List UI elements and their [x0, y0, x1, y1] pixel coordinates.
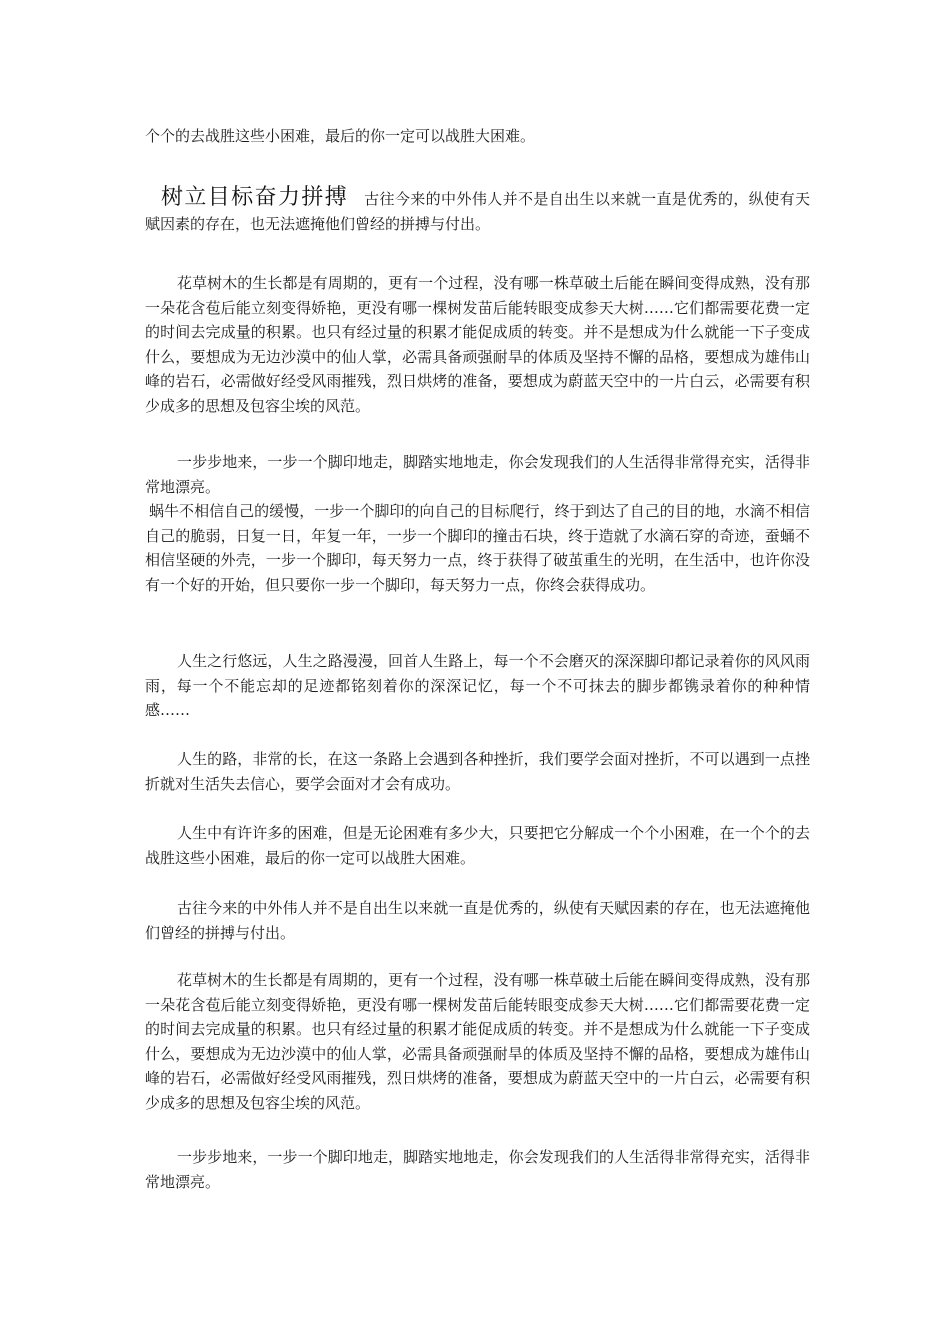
paragraph-text: 个个的去战胜这些小困难，最后的你一定可以战胜大困难。	[145, 127, 536, 145]
paragraph-text: 蜗牛不相信自己的缓慢，一步一个脚印的向自己的目标爬行，终于到达了自己的目的地，水滴不相信自己的脆弱，日复一日，年复一年，一步一个脚印的撞击石块，终于造就了水滴石穿的奇迹，蚕蛹不相信坚硬的外壳，一步一个脚印，每天努力一点，终于获得了破茧重生的光明，在生活中，也许你没有一个好的开始，但只要你一步一个脚印，每天努力一点，你终会获得成功。	[145, 502, 810, 594]
paragraph	[145, 821, 810, 870]
paragraph	[145, 896, 810, 945]
paragraph	[145, 1145, 810, 1194]
paragraph	[145, 450, 810, 499]
paragraph-text: 人生之行悠远，人生之路漫漫，回首人生路上，每一个不会磨灭的深深脚印都记录着你的风风雨雨，每一个不能忘却的足迹都铭刻着你的深深记忆，每一个不可抹去的脚步都镌录着你的种种情感……	[145, 652, 810, 719]
paragraph-with-heading	[145, 186, 810, 236]
paragraph	[145, 649, 810, 723]
paragraph-text: 古往今来的中外伟人并不是自出生以来就一直是优秀的，纵使有天赋因素的存在，也无法遮掩他们曾经的拼搏与付出。	[145, 899, 810, 942]
paragraph	[145, 271, 810, 418]
paragraph	[145, 747, 810, 796]
paragraph-text: 一步步地来，一步一个脚印地走，脚踏实地地走，你会发现我们的人生活得非常得充实，活得非常地漂亮。	[145, 1148, 810, 1191]
paragraph-text: 花草树木的生长都是有周期的，更有一个过程，没有哪一株草破土后能在瞬间变得成熟，没有那一朵花含苞后能立刻变得娇艳，更没有哪一棵树发苗后能转眼变成参天大树……它们都需要花费一定的时间去完成量的积累。也只有经过量的积累才能促成质的转变。并不是想成为什么就能一下子变成什么，要想成为无边沙漠中的仙人掌，必需具备顽强耐旱的体质及坚持不懈的品格，要想成为雄伟山峰的岩石，必需做好经受风雨摧残，烈日烘烤的准备，要想成为蔚蓝天空中的一片白云，必需要有积少成多的思想及包容尘埃的风范。	[145, 971, 810, 1112]
paragraph-continuation	[145, 124, 810, 149]
paragraph-text: 古往今来的中外伟人并不是自出生以来就一直是优秀的，纵使有天赋因素的存在，也无法遮掩他们曾经的拼搏与付出。	[145, 190, 810, 233]
paragraph	[145, 499, 810, 597]
paragraph-text: 人生中有许许多的困难，但是无论困难有多少大，只要把它分解成一个个小困难，在一个个的去战胜这些小困难，最后的你一定可以战胜大困难。	[145, 824, 810, 867]
paragraph-text: 花草树木的生长都是有周期的，更有一个过程，没有哪一株草破土后能在瞬间变得成熟，没有那一朵花含苞后能立刻变得娇艳，更没有哪一棵树发苗后能转眼变成参天大树……它们都需要花费一定的时间去完成量的积累。也只有经过量的积累才能促成质的转变。并不是想成为什么就能一下子变成什么，要想成为无边沙漠中的仙人掌，必需具备顽强耐旱的体质及坚持不懈的品格，要想成为雄伟山峰的岩石，必需做好经受风雨摧残，烈日烘烤的准备，要想成为蔚蓝天空中的一片白云，必需要有积少成多的思想及包容尘埃的风范。	[145, 274, 810, 415]
section-heading: 树立目标奋力拼搏	[161, 185, 349, 210]
paragraph-text: 人生的路，非常的长，在这一条路上会遇到各种挫折，我们要学会面对挫折，不可以遇到一点挫折就对生活失去信心，要学会面对才会有成功。	[145, 750, 810, 793]
paragraph-text: 一步步地来，一步一个脚印地走，脚踏实地地走，你会发现我们的人生活得非常得充实，活得非常地漂亮。	[145, 453, 810, 496]
paragraph	[145, 968, 810, 1115]
